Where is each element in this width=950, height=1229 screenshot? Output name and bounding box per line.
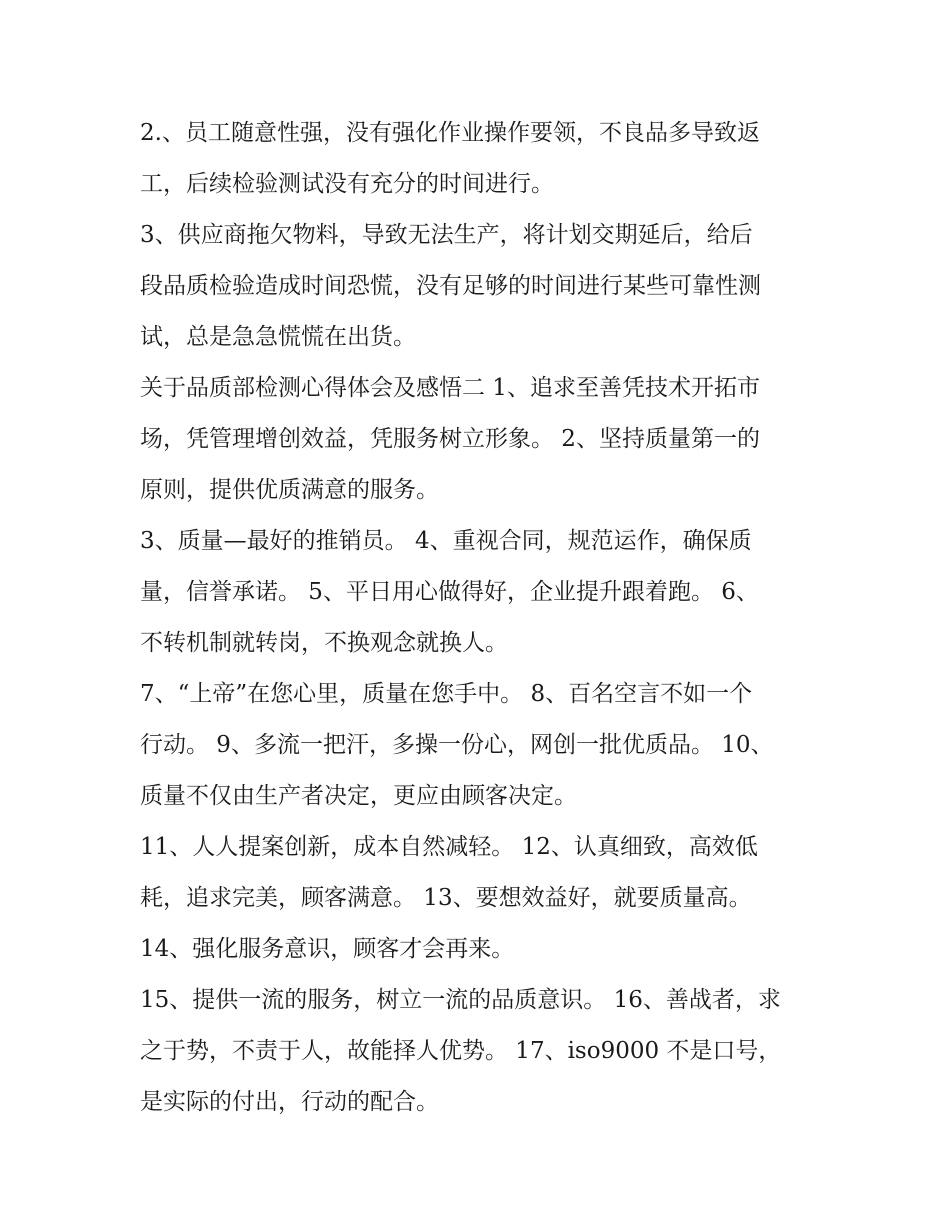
text-line: 14、强化服务意识，顾客才会再来。 [140, 936, 515, 962]
text-line: 2.、员工随意性强，没有强化作业操作要领，不良品多导致返 [140, 120, 760, 146]
text-line: 是实际的付出，行动的配合。 [140, 1089, 439, 1115]
text-line: 关于品质部检测心得体会及感悟二 1、追求至善凭技术开拓市 [140, 375, 760, 401]
text-line: 量，信誉承诺。 5、平日用心做得好，企业提升跟着跑。 6、 [140, 579, 759, 605]
text-line: 不转机制就转岗，不换观念就换人。 [140, 630, 508, 656]
text-line: 行动。 9、多流一把汗，多操一份心，网创一批优质品。 10、 [140, 732, 774, 758]
text-line: 原则，提供优质满意的服务。 [140, 477, 439, 503]
text-line: 11、人人提案创新，成本自然减轻。 12、认真细致，高效低 [140, 834, 758, 860]
text-line: 工，后续检验测试没有充分的时间进行。 [140, 171, 554, 197]
document-body [140, 108, 812, 1128]
text-line: 质量不仅由生产者决定，更应由顾客决定。 [140, 783, 577, 809]
text-line: 耗，追求完美，顾客满意。 13、要想效益好，就要质量高。 [140, 885, 752, 911]
text-line: 15、提供一流的服务，树立一流的品质意识。 16、善战者，求 [140, 987, 781, 1013]
text-line: 段品质检验造成时间恐慌，没有足够的时间进行某些可靠性测 [140, 273, 761, 299]
text-line: 7、“上帝”在您心里，质量在您手中。 8、百名空言不如一个 [140, 681, 753, 707]
text-line: 试，总是急急慌慌在出货。 [140, 324, 416, 350]
text-line: 场，凭管理增创效益，凭服务树立形象。 2、坚持质量第一的 [140, 426, 760, 452]
text-line: 3、质量—最好的推销员。 4、重视合同，规范运作，确保质 [140, 528, 752, 554]
text-line: 3、供应商拖欠物料，导致无法生产，将计划交期延后，给后 [140, 222, 753, 248]
text-line: 之于势，不责于人，故能择人优势。 17、iso9000 不是口号， [140, 1038, 782, 1064]
